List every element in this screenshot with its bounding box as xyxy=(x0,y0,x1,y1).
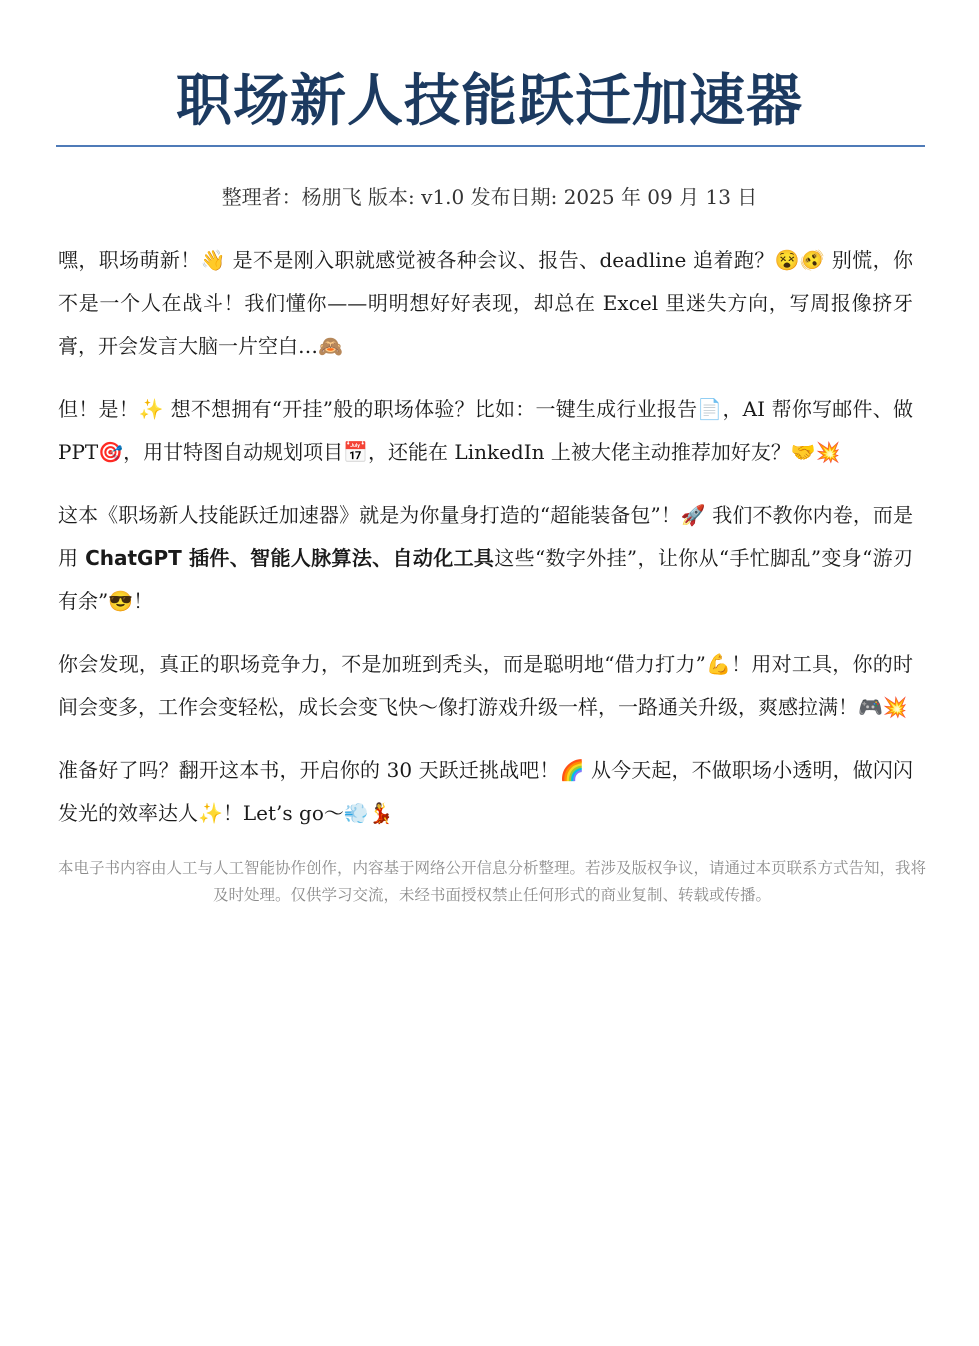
body-content xyxy=(58,239,927,909)
document-title: 职场新人技能跃迁加速器 xyxy=(176,69,803,134)
paragraph-book xyxy=(58,494,913,623)
paragraph-book-text-after: 这些“数字外挂”，让你从“手忙脚乱”变身“游刃有余”😎！ xyxy=(58,546,914,613)
paragraph-value: 你会发现，真正的职场竞争力，不是加班到秃头，而是聪明地“借力打力”💪！用对工具，你的时间会变多，工作会变轻松，成长会变飞快～像打游戏升级一样，一路通关升级，爽感拉满！🎮💥 xyxy=(58,652,913,719)
paragraph-book-bold-tools: ChatGPT 插件、智能人脉算法、自动化工具 xyxy=(85,546,495,570)
paragraph-cta: 准备好了吗？翻开这本书，开启你的 30 天跃迁挑战吧！🌈 从今天起，不做职场小透明，做闪闪发光的效率达人✨！Let’s go～💨💃 xyxy=(58,758,913,825)
copyright-disclaimer: 本电子书内容由人工与人工智能协作创作，内容基于网络公开信息分析整理。若涉及版权争议，请通过本页联系方式告知，我将及时处理。仅供学习交流，未经书面授权禁止任何形式的商业复制、转载或传播。 xyxy=(58,859,927,904)
title-divider xyxy=(56,145,925,147)
author-version-date-line: 整理者：杨朋飞 版本: v1.0 发布日期: 2025 年 09 月 13 日 xyxy=(221,185,758,209)
paragraph-hook: 但！是！✨ 想不想拥有“开挂”般的职场体验？比如：一键生成行业报告📄，AI 帮你写邮件、做 PPT🎯，用甘特图自动规划项目📅，还能在 LinkedIn 上被大佬主动推荐加好友？🤝💥 xyxy=(58,397,913,464)
paragraph-book-text-before: 这本《职场新人技能跃迁加速器》就是为你量身打造的“超能装备包”！🚀 我们不教你内卷，而是用 xyxy=(58,503,913,570)
paragraph-intro: 嘿，职场萌新！👋 是不是刚入职就感觉被各种会议、报告、deadline 追着跑？😵🫨 别慌，你不是一个人在战斗！我们懂你——明明想好好表现，却总在 Excel 里迷失方向，写周报像挤牙膏，开会发言大脑一片空白…🙈 xyxy=(58,248,913,358)
